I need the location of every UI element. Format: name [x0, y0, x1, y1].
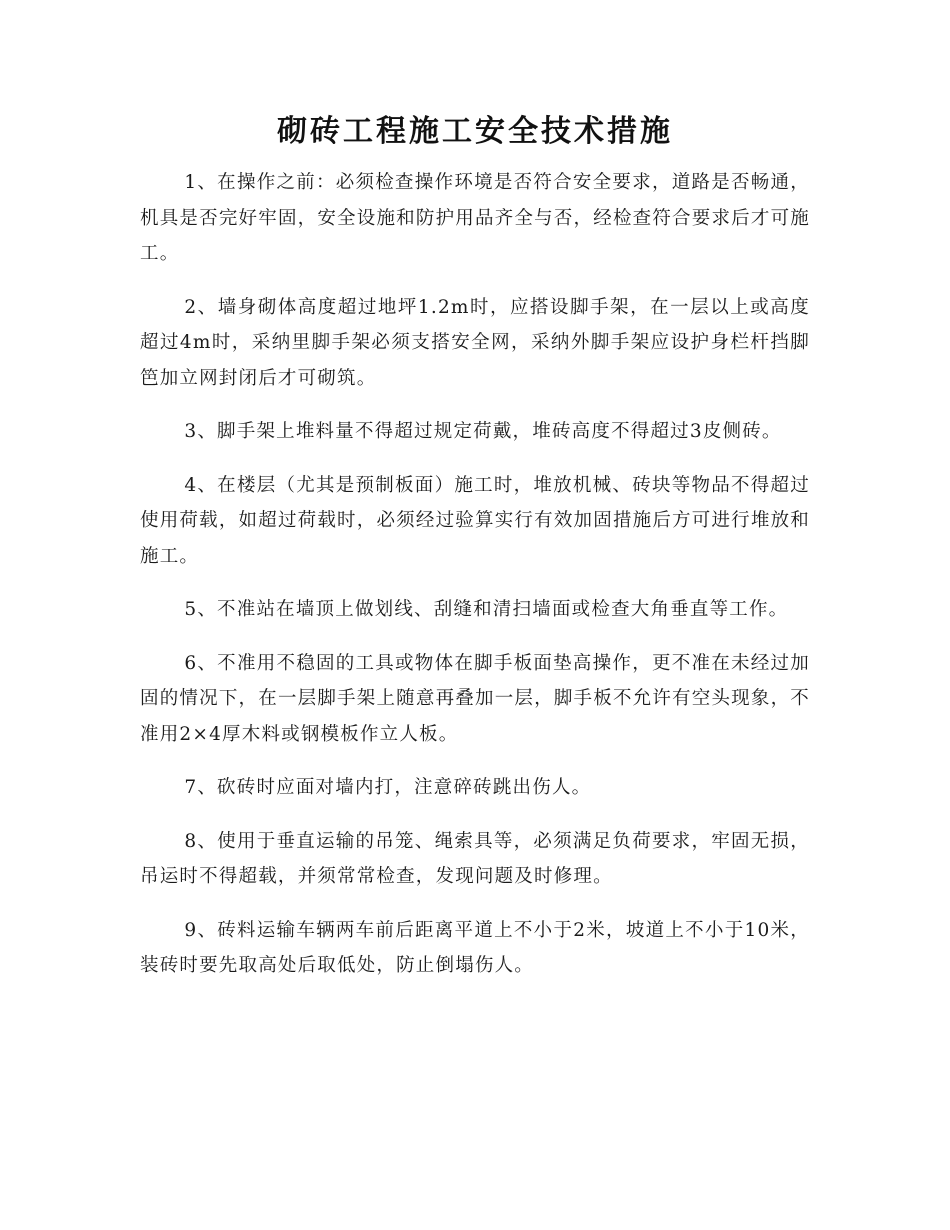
paragraph-7: 7、砍砖时应面对墙内打，注意碎砖跳出伤人。: [184, 777, 592, 798]
paragraph-1: 1、在操作之前：必须检查操作环境是否符合安全要求，道路是否畅通，机具是否完好牢固，安全设施和防护用品齐全与否，经检查符合要求后才可施工。: [140, 172, 810, 264]
document-title: 砌砖工程施工安全技术措施: [277, 114, 673, 149]
paragraph-5: 5、不准站在墙顶上做划线、刮缝和清扫墙面或检查大角垂直等工作。: [184, 599, 789, 620]
paragraph-8: 8、使用于垂直运输的吊笼、绳索具等，必须满足负荷要求，牢固无损，吊运时不得超载，并须常常检查，发现问题及时修理。: [140, 830, 810, 887]
paragraph-2: 2、墙身砌体高度超过地坪1.2m时，应搭设脚手架，在一层以上或高度超过4m时，采纳里脚手架必须支搭安全网，采纳外脚手架应设护身栏杆挡脚笆加立网封闭后才可砌筑。: [140, 296, 810, 389]
paragraph-3: 3、脚手架上堆料量不得超过规定荷戴，堆砖高度不得超过3皮侧砖。: [184, 421, 782, 442]
document-body: [140, 165, 810, 1002]
paragraph-4: 4、在楼层（尤其是预制板面）施工时，堆放机械、砖块等物品不得超过使用荷载，如超过荷载时，必须经过验算实行有效加固措施后方可进行堆放和施工。: [140, 474, 810, 567]
paragraph-6: 6、不准用不稳固的工具或物体在脚手板面垫高操作，更不准在未经过加固的情况下，在一层脚手架上随意再叠加一层，脚手板不允许有空头现象，不准用2×4厚木料或钢模板作立人板。: [140, 652, 810, 745]
paragraph-9: 9、砖料运输车辆两车前后距离平道上不小于2米，坡道上不小于10米，装砖时要先取高处后取低处，防止倒塌伤人。: [140, 919, 810, 976]
